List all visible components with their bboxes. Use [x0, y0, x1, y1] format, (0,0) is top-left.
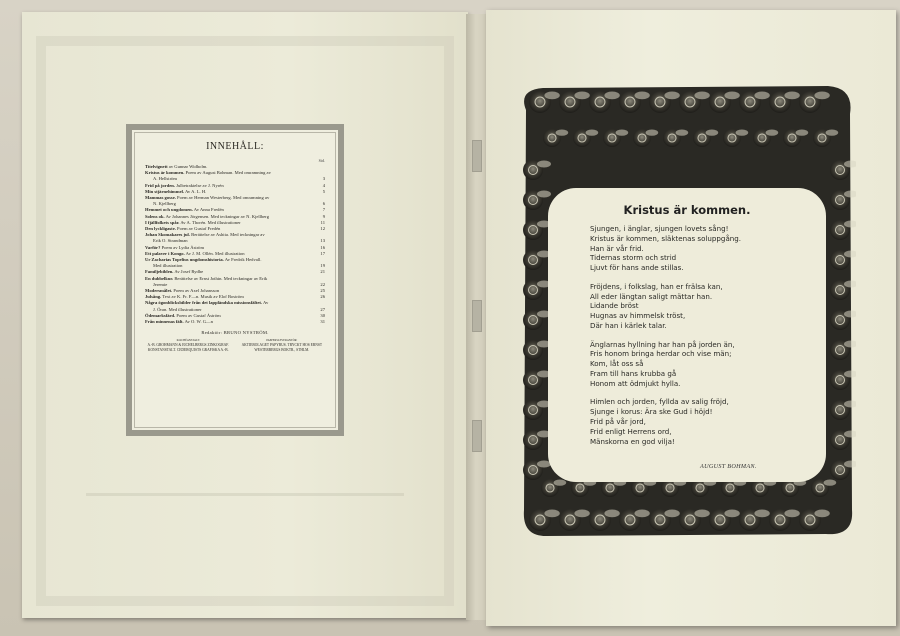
toc-entry-page: 9	[322, 213, 325, 219]
poem-line: Han är vår frid.	[590, 243, 644, 253]
toc-entry-credit: Av O. W. G—n	[184, 319, 213, 325]
poem-line: Fram till hans krubba gå	[590, 368, 677, 378]
toc-credits-left	[145, 338, 231, 353]
credits-right-label: PAPPERSLEVERANTÖR:	[266, 339, 298, 343]
toc-entry-title: Hemmet och ungdomen.	[145, 207, 193, 213]
toc-entry-credit: Poem av Axel Johansson	[173, 288, 220, 294]
toc-entry-page: 25	[320, 288, 325, 294]
staple	[472, 140, 482, 172]
toc-entry-title: Solens ok.	[145, 213, 165, 219]
poem-line: Ljuvt för hans ande stillas.	[590, 263, 684, 273]
toc-entry-title: Frid på jorden.	[145, 182, 175, 188]
toc-entry-title: Ödemarksfärd.	[145, 312, 176, 318]
toc-entry-title: Några ögonblicksbilder från det lappländska missionsfältet.	[145, 300, 263, 306]
poem-line: Tidernas storm och strid	[590, 253, 677, 263]
toc-entry-text	[145, 319, 213, 325]
toc-entry-title: Ett palaver i Kongo.	[145, 250, 185, 256]
toc-inner	[134, 132, 336, 428]
poem-line: Änglarnas hyllning har han på jorden än,	[590, 339, 735, 349]
toc-entry-title: Johan Skomakares jul.	[145, 232, 190, 238]
toc-entry-credit: Berättelse av Ernst Jothin. Med teckningar av Erik	[174, 275, 268, 281]
poem-stanza	[590, 224, 820, 273]
toc-entry	[145, 319, 325, 325]
toc-entry-credit: Text av K. Fr. F—n. Musik av Elof Boström	[162, 294, 244, 300]
poem-line: Lidande bröst	[590, 301, 639, 311]
poem-line: Sjunge i korus: Ära ske Gud i höjd!	[590, 407, 713, 417]
toc-entry-page: 12	[320, 226, 325, 232]
rose-ornament	[830, 190, 856, 210]
poem-line: Frid på vår jord,	[590, 416, 646, 426]
toc-entry-page: 3	[322, 176, 325, 182]
poem-line: Hugnas av himmelsk tröst,	[590, 311, 686, 321]
toc-entry-page: 5	[322, 188, 325, 194]
toc-entry-title: Kristus är kommen.	[145, 170, 185, 176]
toc-entry-credit: av Gunnar Widholm.	[168, 164, 208, 169]
toc-entry-title: Modersmålet.	[145, 288, 173, 294]
toc-entry-credit: Med illustration	[153, 263, 183, 269]
toc-entry-page: 4	[322, 182, 325, 188]
credits-right-text: AKTIEBOLAGET PAPYRUS. TRYCKT HOS ERNST WESTERBERGS BOKTR., STHLM.	[241, 343, 323, 353]
toc-entry-page: 27	[320, 306, 325, 312]
toc-entry-credit: Av A. L. H.	[184, 188, 207, 194]
toc-entry-title: Julsång.	[145, 294, 162, 300]
toc-entry-page: 31	[320, 319, 325, 325]
toc-credits	[145, 338, 325, 353]
poem-title: Kristus är kommen.	[623, 203, 751, 217]
toc-page-column-header: Sid.	[318, 158, 325, 163]
toc-credits-right	[239, 338, 325, 353]
poem-line: Kom, låt oss så	[590, 359, 644, 369]
toc-entry-title: Titelvignett	[145, 164, 168, 169]
toc-entry-page: 21	[320, 269, 325, 275]
toc-entry-credit: Av Fredrik Hedvall.	[224, 257, 262, 263]
poem-line: Himlen och jorden, fyllda av salig fröjd,	[590, 397, 729, 407]
rose-ornament	[830, 280, 856, 300]
toc-entry-page: 19	[320, 263, 325, 269]
poem-line: All eder längtan saligt mättar han.	[590, 291, 713, 301]
toc-entry-page: 6	[322, 201, 325, 207]
toc-entry-credit: Poem av Gustaf Fredén	[177, 226, 221, 232]
toc-entry-credit: Av	[262, 300, 269, 306]
poem-line: Honom att ödmjukt hylla.	[590, 378, 681, 388]
credits-left-text: A.-B. GROHMANN & EICHELBERGS ZINKOGRAF. KONSTANSTALT. CEDERQUISTS GRAFISKA A.-B.	[147, 343, 229, 353]
poem-line: Kristus är kommen, släktenas soluppgång.	[590, 233, 742, 243]
toc-entry-credit: Jeremie	[153, 281, 168, 287]
toc-entry-credit: Berättelse av Ashita. Med teckningar av	[191, 232, 265, 238]
toc-entry-credit: N. Kjellberg	[153, 201, 176, 207]
toc-entry-page: 26	[320, 294, 325, 300]
poem-author: AUGUST BOHMAN.	[700, 463, 757, 470]
toc-entry-page: 22	[320, 281, 325, 287]
toc-editor: Redaktör: BRUNO NYSTRÖM.	[201, 330, 269, 336]
toc-entry-title: Mammas gosse.	[145, 195, 176, 201]
rose-ornament	[830, 250, 856, 270]
poem-line: Där han i kärlek talar.	[590, 320, 667, 330]
toc-entry-title: Familjebiblen.	[145, 269, 174, 275]
rose-ornament	[830, 160, 856, 180]
toc-entry-credit: Poem av Lydia Åström	[161, 244, 205, 250]
toc-entry-credit: A. Hellström	[153, 176, 177, 182]
toc-entry-title: I fjällfolkets spår.	[145, 219, 180, 225]
toc-heading: INNEHÅLL:	[206, 141, 264, 152]
toc-entry-title: Från minnenas fält.	[145, 319, 184, 325]
poem-stanza	[590, 340, 820, 389]
toc-entry-credit: Poem av Gustaf Åström	[176, 312, 221, 318]
rose-ornament	[830, 430, 856, 450]
rose-ornament	[830, 310, 856, 330]
toc-entry-page: 11	[320, 219, 325, 225]
staple	[472, 420, 482, 452]
toc-entry-credit: Av Anna Fredén	[193, 207, 224, 213]
staple	[472, 300, 482, 332]
toc-entry-title: Min stjärnehimmel.	[145, 188, 185, 194]
rose-ornament	[830, 220, 856, 240]
toc-entry-credit: Av J. M. Ollén. Med illustration	[185, 250, 245, 256]
poem-line: Mänskorna en god vilja!	[590, 436, 675, 446]
toc-entry-title: Den lyckligaste.	[145, 226, 176, 232]
toc-entry-credit: Poem av August Bohman. Med omramning av	[185, 170, 271, 176]
toc-entry-credit: J. Öran. Med illustrationer	[153, 306, 202, 312]
credits-left-label: KLICHÉANSTALT:	[176, 339, 200, 343]
toc-entry-credit: Poem av Herman Westerberg. Med omramning av	[177, 195, 270, 201]
toc-entry-title: Ur Zacharias Topelius ungdomshistoria.	[145, 257, 224, 263]
rose-ornament	[830, 340, 856, 360]
poem-line: Fris honom bringa herdar och vise män;	[590, 349, 732, 359]
rose-ornament	[830, 370, 856, 390]
toc-entry-credit: Julbetraktelse av J. Nyrén	[176, 182, 224, 188]
faded-title-lettering	[86, 493, 404, 566]
toc-entry-credit: Av Josef Rydhe	[174, 269, 204, 275]
poem-body	[590, 224, 820, 455]
toc-entry-page: 30	[320, 312, 325, 318]
toc-entry-title: Varför?	[145, 244, 161, 250]
poem-line: Frid enligt Herrens ord,	[590, 426, 672, 436]
toc-entry-credit: Erik O. Strandman	[153, 238, 188, 244]
rose-ornament	[830, 460, 856, 480]
toc-entry-page: 16	[320, 244, 325, 250]
toc-entry-page: 17	[320, 250, 325, 256]
toc-list	[145, 164, 325, 325]
poem-stanza	[590, 397, 820, 446]
toc-entry-credit: Av A. Thorén. Med illustrationer	[180, 219, 241, 225]
poem-line: Fröjdens, i folkslag, han er frälsa kan,	[590, 281, 723, 291]
table-of-contents-box	[126, 124, 344, 436]
rose-ornament	[830, 400, 856, 420]
toc-entry-page: 13	[320, 238, 325, 244]
toc-entry-title: En dubbelkur.	[145, 275, 174, 281]
toc-entry-page: 7	[322, 207, 325, 213]
poem-line: Sjungen, i änglar, sjungen lovets sång!	[590, 224, 729, 233]
toc-entry-credit: Av Johannes Jörgensen. Med teckningar av N. Kjellberg	[165, 213, 270, 219]
poem-stanza	[590, 282, 820, 331]
